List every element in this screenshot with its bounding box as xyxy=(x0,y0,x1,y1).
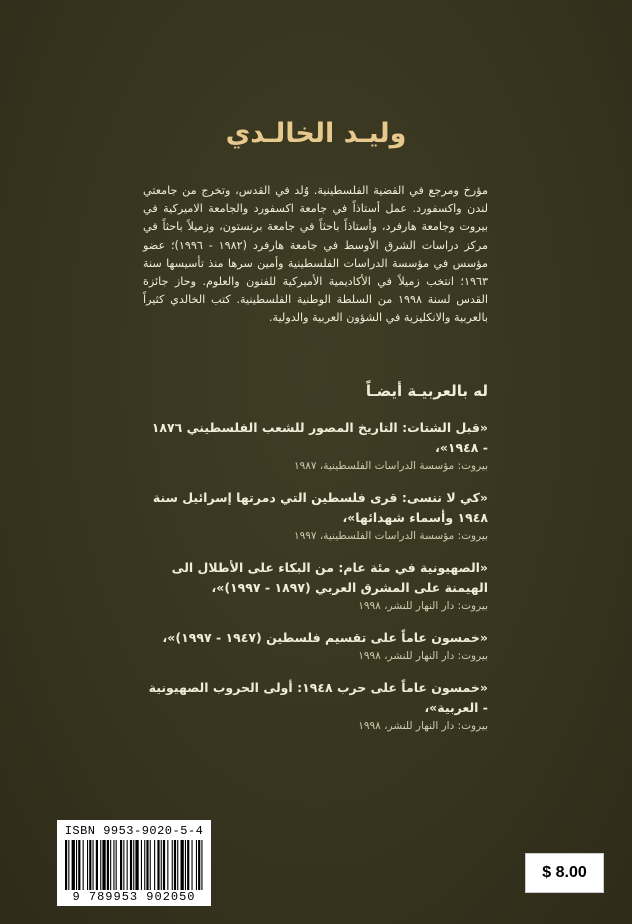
barcode-image xyxy=(65,840,203,890)
book-entry xyxy=(143,558,488,614)
book-title: «خمسون عاماً على حرب ١٩٤٨: أولى الحروب الصهيونية - العربية»، xyxy=(148,680,488,715)
book-title: «الصهيونية في مئة عام: من البكاء على الأطلال الى الهيمنة على المشرق العربي (١٨٩٧ - ١٩٩٧)»، xyxy=(171,560,488,595)
book-publisher: بيروت: مؤسسة الدراسات الفلسطينية، ١٩٩٧ xyxy=(293,530,488,542)
price-value: $ 8.00 xyxy=(542,864,587,881)
book-title: «قبل الشتات: التاريخ المصور للشعب الفلسطيني ١٨٧٦ - ١٩٤٨»، xyxy=(151,420,488,455)
author-name: وليـد الخالـدي xyxy=(225,118,407,149)
book-entry xyxy=(143,488,488,544)
book-entry xyxy=(143,418,488,474)
author-bio: مؤرخ ومرجع في القضية الفلسطينية. وُلد في القدس، وتخرج من جامعتي لندن واكسفورد. عمل أستاذاً في جامعة اكسفورد والجامعة الاميركية في بيروت وجامعة هارفرد، وأستاذاً باحثاً في جامعة برنستون، وزميلاً باحثاً في مركز دراسات الشرق الأوسط في جامعة هارفرد (١٩٨٢ - ١٩٩٦)؛ عضو مؤسس في مؤسسة الدراسات الفلسطينية وأمين سرها منذ تأسيسها سنة ١٩٦٣؛ انتخب زميلاً في الأكاديمية الأميركية للفنون والعلوم. وحاز جائزة القدس لسنة ١٩٩٨ من السلطة الوطنية الفلسطينية. كتب الخالدي كثيراً بالعربية والانكليزية في الشؤون العربية والدولية. xyxy=(143,184,489,325)
barcode-number: 9 789953 902050 xyxy=(72,890,196,904)
also-by-heading: له بالعربيـة أيضـاً xyxy=(365,382,488,400)
barcode-label xyxy=(57,820,211,906)
book-list xyxy=(143,418,488,748)
book-entry xyxy=(143,628,488,664)
book-publisher: بيروت: دار النهار للنشر، ١٩٩٨ xyxy=(358,650,488,662)
book-title: «خمسون عاماً على تقسيم فلسطين (١٩٤٧ - ١٩٩٧)»، xyxy=(162,630,488,645)
price-tag xyxy=(525,853,604,893)
isbn-number: ISBN 9953-9020-5-4 xyxy=(64,824,204,838)
book-publisher: بيروت: دار النهار للنشر، ١٩٩٨ xyxy=(358,600,488,612)
book-publisher: بيروت: دار النهار للنشر، ١٩٩٨ xyxy=(358,720,488,732)
book-title: «كي لا ننسى: قرى فلسطين التي دمرتها إسرائيل سنة ١٩٤٨ وأسماء شهدائها»، xyxy=(152,490,488,525)
book-entry xyxy=(143,678,488,734)
book-publisher: بيروت: مؤسسة الدراسات الفلسطينية، ١٩٨٧ xyxy=(293,460,488,472)
